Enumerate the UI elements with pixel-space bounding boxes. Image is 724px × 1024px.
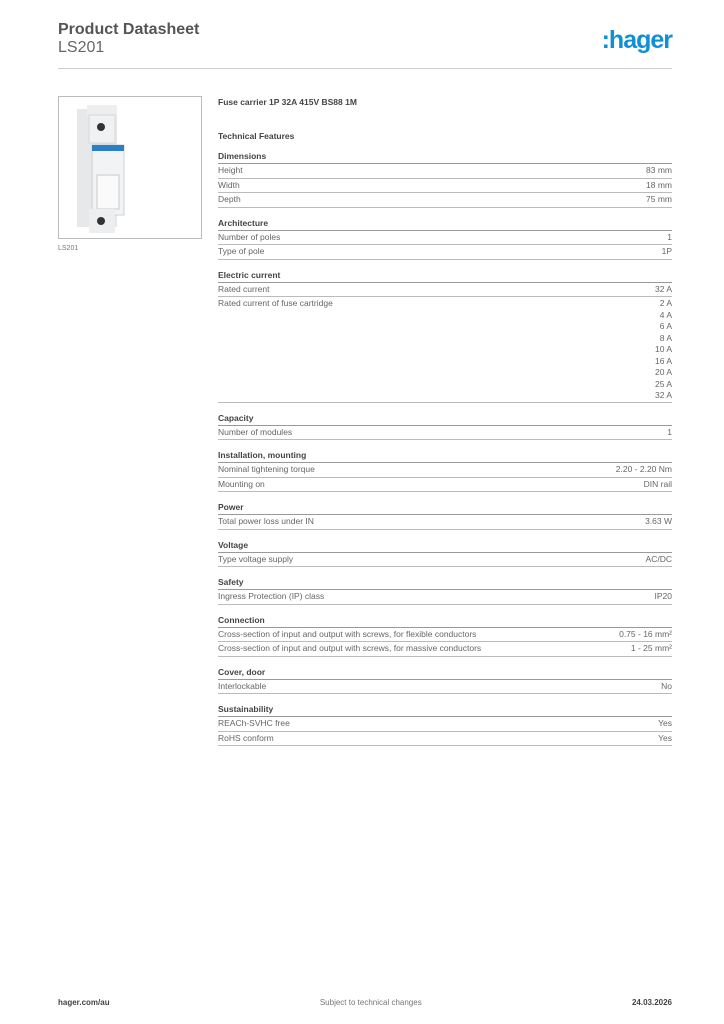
feature-value: 32 A (654, 283, 672, 294)
feature-values (658, 732, 672, 746)
feature-group (218, 501, 672, 530)
group-heading: Dimensions (218, 150, 672, 164)
feature-value: IP20 (654, 591, 672, 601)
feature-label: Height (218, 165, 243, 175)
group-heading: Safety (218, 576, 672, 590)
feature-value: 32 A (654, 390, 672, 400)
group-heading: Power (218, 501, 672, 515)
feature-label: Nominal tightening torque (218, 464, 315, 474)
feature-values (667, 231, 672, 245)
feature-label: Width (218, 179, 240, 190)
section-title: Technical Features (218, 131, 295, 141)
feature-label: Mounting on (218, 478, 265, 489)
header-divider (58, 68, 672, 69)
feature-group (218, 666, 672, 695)
feature-values (661, 680, 672, 694)
feature-value: 10 A (654, 344, 672, 354)
technical-features (218, 96, 672, 755)
hager-logo: :hager (601, 26, 672, 54)
feature-group (218, 539, 672, 568)
feature-values (646, 193, 672, 207)
feature-values (662, 245, 672, 259)
feature-row (218, 164, 672, 179)
feature-values (644, 478, 672, 492)
feature-label: Cross-section of input and output with screws, for flexible conductors (218, 628, 477, 639)
feature-value: 1 (667, 426, 672, 437)
page-title: Product Datasheet (58, 21, 200, 38)
feature-value: 1 - 25 mm² (630, 643, 672, 653)
feature-label: Type voltage supply (218, 553, 294, 564)
feature-value: 0.75 - 16 mm² (619, 628, 672, 639)
feature-values (667, 426, 672, 440)
footer-website[interactable]: hager.com/au (58, 998, 110, 1007)
feature-label: Number of poles (218, 231, 281, 242)
feature-row (218, 642, 672, 657)
feature-values (616, 463, 672, 477)
feature-row (218, 515, 672, 530)
feature-value: 6 A (659, 321, 672, 331)
feature-group (218, 269, 672, 403)
feature-value: 8 A (659, 332, 672, 343)
feature-group (218, 614, 672, 657)
feature-label: RoHS conform (218, 732, 274, 743)
feature-value: 1 (667, 231, 672, 242)
group-heading: Installation, mounting (218, 449, 672, 463)
footer (58, 998, 672, 1007)
feature-group (218, 217, 672, 260)
feature-values (655, 590, 673, 604)
feature-label: Total power loss under IN (218, 516, 314, 526)
feature-values (655, 283, 672, 297)
feature-value: 20 A (654, 367, 672, 377)
feature-row (218, 283, 672, 298)
feature-group (218, 150, 672, 208)
feature-row (218, 732, 672, 747)
feature-value: 3.63 W (645, 516, 672, 526)
product-image (58, 96, 202, 239)
feature-row (218, 553, 672, 568)
feature-value: 18 mm (646, 179, 672, 190)
feature-row (218, 297, 672, 403)
feature-value: 2 A (659, 298, 672, 308)
group-heading: Electric current (218, 269, 672, 283)
feature-row (218, 245, 672, 260)
image-caption: LS201 (58, 245, 79, 252)
group-heading: Capacity (218, 412, 672, 426)
feature-values (646, 553, 672, 567)
feature-row (218, 680, 672, 695)
group-heading: Cover, door (218, 666, 672, 680)
feature-values (619, 628, 672, 642)
feature-label: REACh-SVHC free (218, 718, 290, 728)
feature-values (646, 179, 672, 193)
feature-label: Ingress Protection (IP) class (218, 591, 325, 601)
feature-value: 2.20 - 2.20 Nm (615, 464, 672, 474)
product-reference: LS201 (58, 39, 105, 56)
feature-row (218, 231, 672, 246)
footer-date: 24.03.2026 (631, 998, 672, 1007)
feature-value: 16 A (654, 355, 672, 366)
feature-values (646, 164, 672, 178)
feature-value: 83 mm (646, 165, 672, 175)
feature-value: 4 A (659, 309, 672, 320)
feature-groups (218, 150, 672, 746)
feature-group (218, 703, 672, 746)
feature-row (218, 463, 672, 478)
feature-row (218, 179, 672, 194)
feature-group (218, 412, 672, 441)
feature-value: 1P (661, 246, 672, 256)
group-heading: Sustainability (218, 703, 672, 717)
feature-row (218, 193, 672, 208)
feature-value: 25 A (654, 378, 672, 389)
feature-values (658, 717, 672, 731)
feature-row (218, 717, 672, 732)
feature-values (645, 515, 672, 529)
feature-value: Yes (658, 732, 672, 743)
feature-group (218, 449, 672, 492)
feature-row (218, 628, 672, 643)
feature-row (218, 426, 672, 441)
feature-value: No (661, 680, 672, 691)
feature-label: Cross-section of input and output with screws, for massive conductors (218, 643, 482, 653)
feature-value: 75 mm (646, 194, 672, 204)
product-name: Fuse carrier 1P 32A 415V BS88 1M (218, 97, 357, 107)
feature-values (631, 642, 672, 656)
feature-label: Interlockable (218, 680, 267, 691)
feature-values (655, 297, 672, 402)
feature-label: Number of modules (218, 426, 293, 437)
group-heading: Architecture (218, 217, 672, 231)
feature-value: Yes (658, 718, 672, 728)
feature-label: Rated current (218, 283, 270, 294)
feature-row (218, 590, 672, 605)
footer-notice: Subject to technical changes (319, 998, 422, 1007)
feature-label: Rated current of fuse cartridge (218, 298, 333, 308)
feature-value: DIN rail (643, 478, 672, 489)
feature-label: Depth (218, 194, 241, 204)
feature-row (218, 478, 672, 493)
feature-value: AC/DC (645, 553, 672, 564)
group-heading: Voltage (218, 539, 672, 553)
feature-group (218, 576, 672, 605)
feature-label: Type of pole (218, 246, 265, 256)
group-heading: Connection (218, 614, 672, 628)
